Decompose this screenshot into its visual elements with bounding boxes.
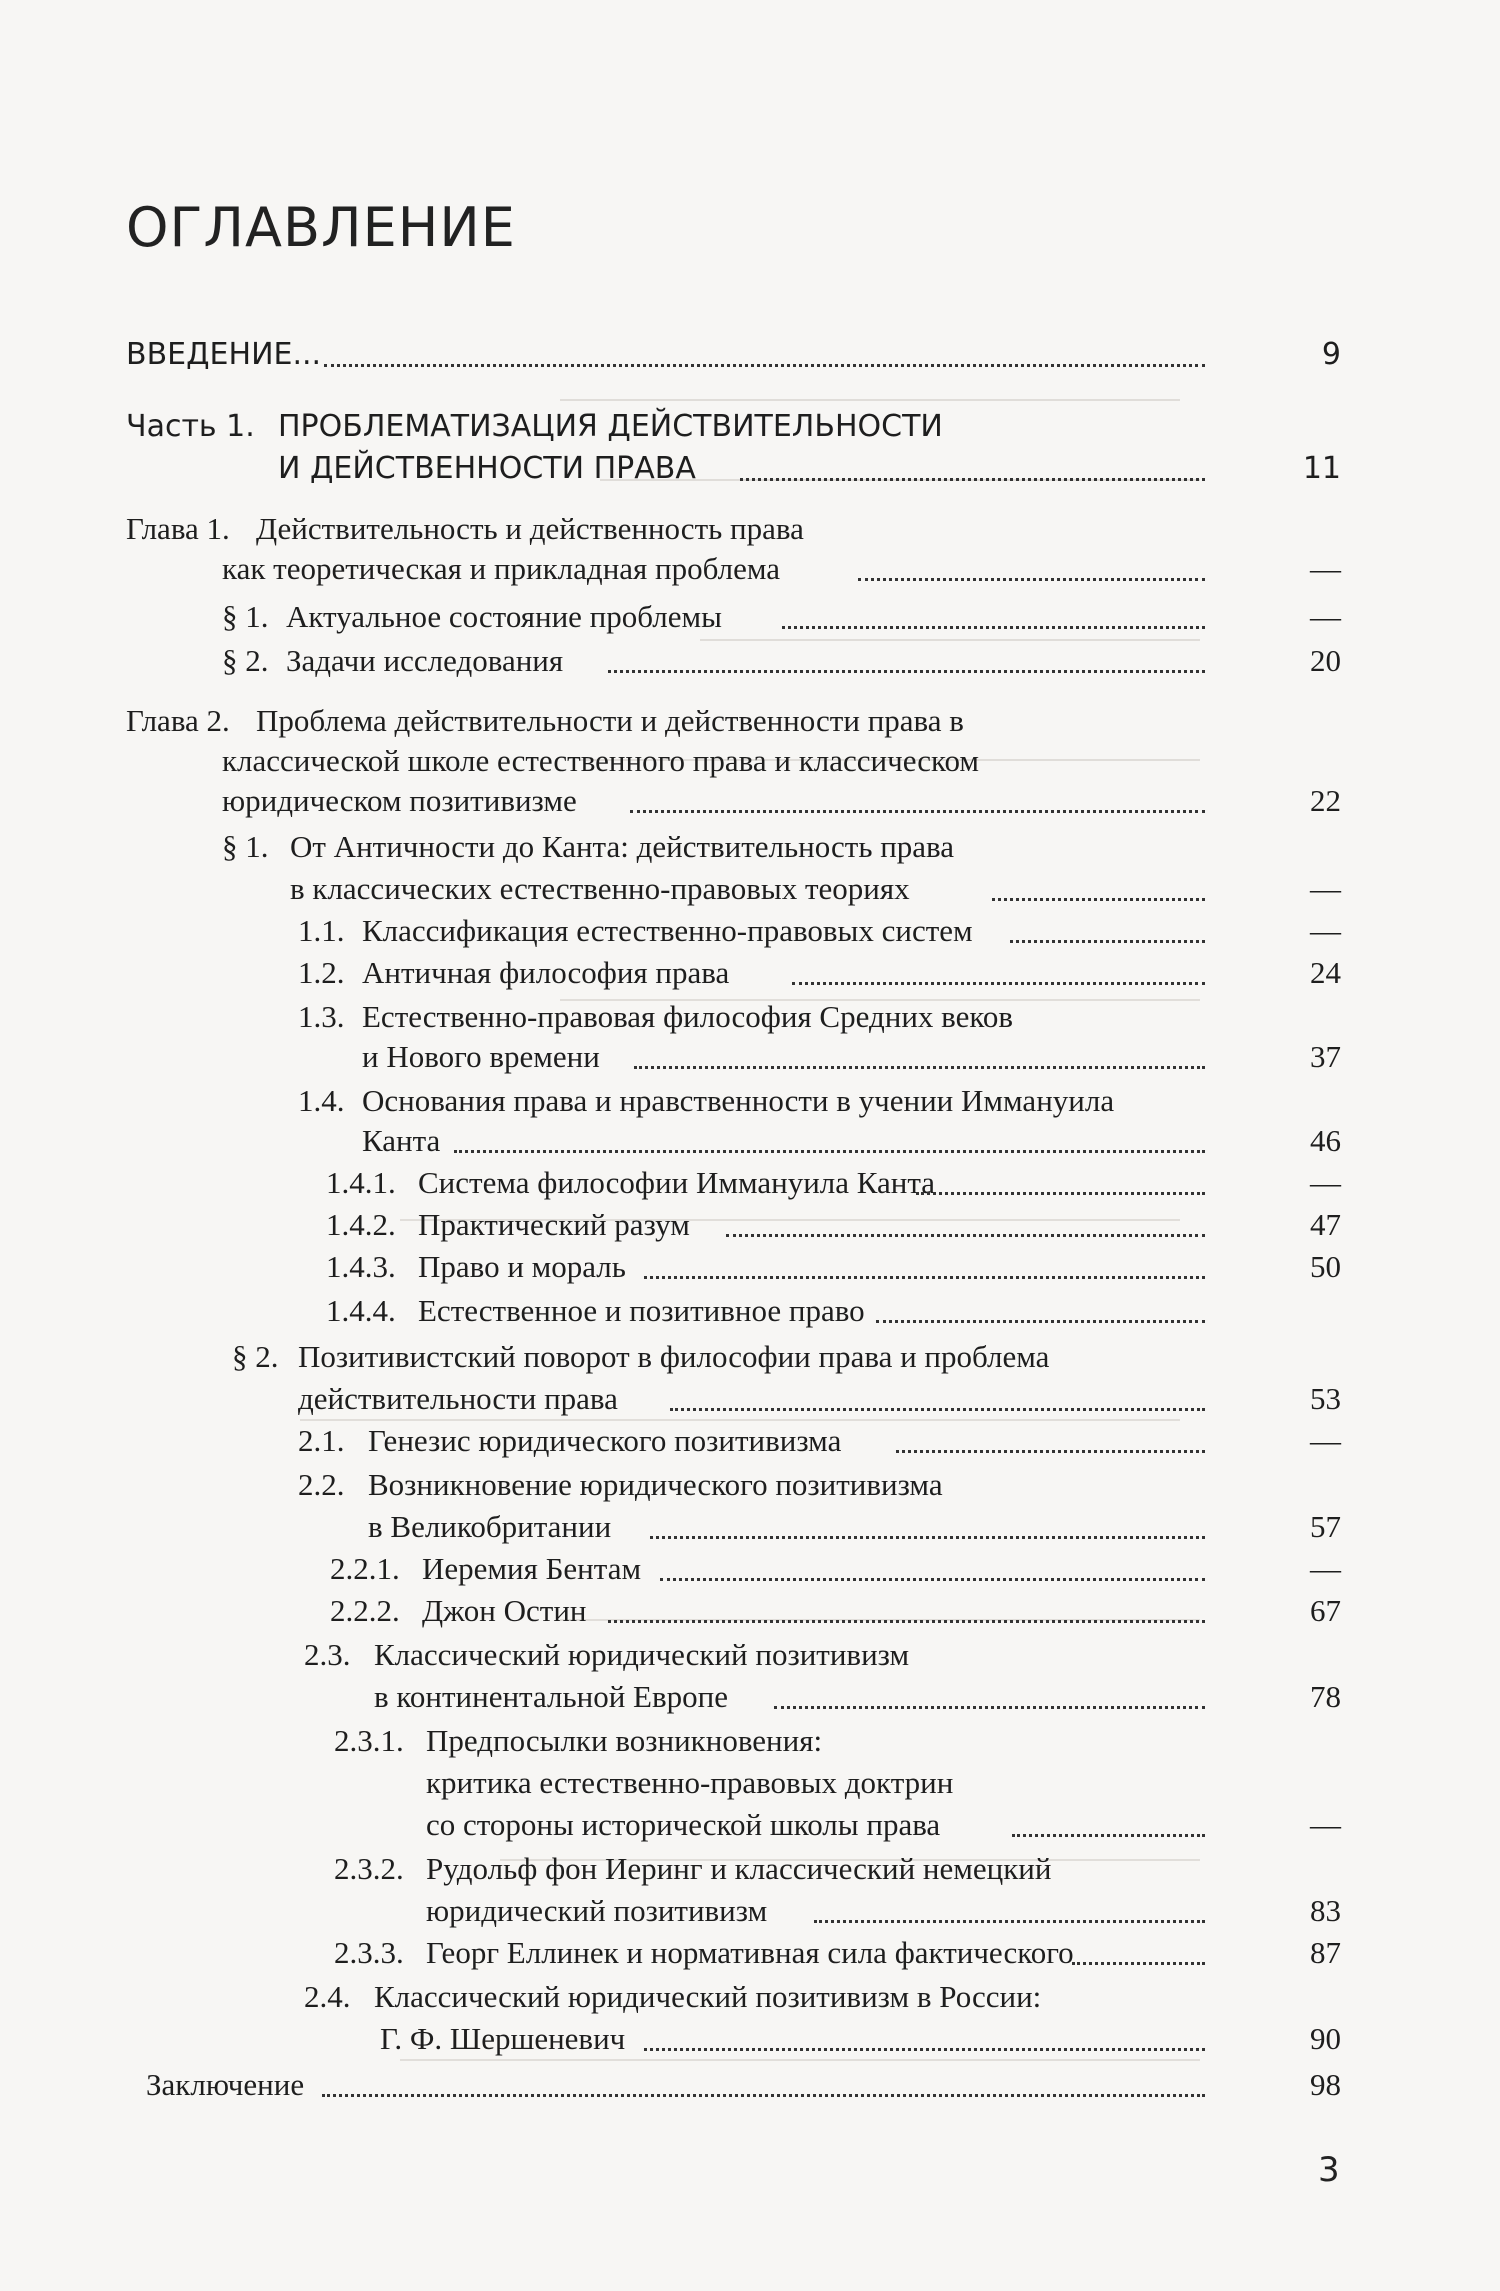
leader-dots [740,478,1205,481]
toc-entry-number: 2.2.1. [330,1551,400,1586]
toc-entry-number: 2.2.2. [330,1593,400,1628]
toc-page-number: 11 [1302,451,1341,486]
toc-entry-label: Практический разум [418,1207,690,1242]
toc-section-number: § 2. [232,1339,279,1374]
leader-dots [858,578,1205,581]
toc-page-number: 37 [1310,1039,1341,1074]
toc-entry-part-1[interactable] [278,448,1341,490]
toc-page-number: 57 [1310,1509,1341,1544]
toc-page-number: 78 [1310,1679,1341,1714]
toc-entry-1-1[interactable] [298,910,1341,952]
toc-entry-label: ВВЕДЕНИЕ... [126,337,322,372]
toc-entry-2-2-2[interactable] [330,1590,1341,1632]
toc-entry-number: 1.1. [298,913,345,948]
toc-page-number: — [1310,551,1341,586]
toc-entry-2-1[interactable] [298,1420,1341,1462]
toc-entry-label: Система философии Иммануила Канта [418,1165,936,1200]
toc-entry-1-3[interactable] [362,1036,1341,1078]
toc-entry-2-3-1[interactable] [426,1804,1341,1846]
toc-page-number: 87 [1310,1935,1341,1970]
toc-page-number: — [1310,599,1341,634]
toc-entry-ch1-sec1[interactable] [222,596,1341,638]
leader-dots [634,1066,1205,1069]
toc-entry-title: Возникновение юридического позитивизма [368,1467,943,1502]
toc-page-number: 22 [1310,783,1341,818]
toc-entry-number: 1.3. [298,999,345,1034]
toc-page-number: 20 [1310,643,1341,678]
leader-dots [774,1706,1205,1709]
toc-entry-1-4-2[interactable] [326,1204,1341,1246]
leader-dots [992,898,1205,901]
toc-entry-label: Актуальное состояние проблемы [286,599,722,634]
toc-entry-label: в Великобритании [368,1509,612,1544]
toc-page-number: 24 [1310,955,1341,990]
toc-page-number: — [1310,1807,1341,1842]
toc-entry-title: Классический юридический позитивизм [374,1637,910,1672]
toc-entry-1-4[interactable] [362,1120,1341,1162]
toc-entry-introduction[interactable] [126,334,1341,376]
toc-entry-number: 2.1. [298,1423,345,1458]
toc-title: ОГЛАВЛЕНИЕ [126,196,516,259]
toc-entry-number: 2.3.3. [334,1935,404,1970]
leader-dots [814,1920,1205,1923]
toc-entry-number: 1.4.3. [326,1249,396,1284]
toc-entry-label: Генезис юридического позитивизма [368,1423,842,1458]
toc-entry-number: 1.4.2. [326,1207,396,1242]
toc-part-title: ПРОБЛЕМАТИЗАЦИЯ ДЕЙСТВИТЕЛЬНОСТИ [278,409,943,444]
leader-dots [322,2094,1205,2097]
leader-dots [1012,1834,1205,1837]
toc-entry-1-4-3[interactable] [326,1246,1341,1288]
toc-page-number: 47 [1310,1207,1341,1242]
toc-entry-title: Предпосылки возникновения: [426,1723,823,1758]
toc-entry-label: со стороны исторической школы права [426,1807,941,1842]
toc-entry-1-4-1[interactable] [326,1162,1341,1204]
toc-entry-2-2[interactable] [368,1506,1341,1548]
toc-entry-title-line2: критика естественно-правовых доктрин [426,1765,954,1800]
toc-entry-label: Иеремия Бентам [422,1551,642,1586]
toc-entry-label: как теоретическая и прикладная проблема [222,551,781,586]
toc-entry-2-2-1[interactable] [330,1548,1341,1590]
toc-page-number: 50 [1310,1249,1341,1284]
toc-entry-label: Право и мораль [418,1249,626,1284]
toc-entry-title: Основания права и нравственности в учении Иммануила [362,1083,1115,1118]
toc-entry-number: 2.4. [304,1979,351,2014]
toc-entry-number: § 1. [222,599,269,634]
toc-page-number: 9 [1321,337,1341,372]
leader-dots [454,1150,1205,1153]
toc-entry-title: Естественно-правовая философия Средних веков [362,999,1013,1034]
toc-entry-number: 1.4. [298,1083,345,1118]
leader-dots [644,1276,1205,1279]
toc-entry-label: Античная философия права [362,955,730,990]
leader-dots [608,670,1205,673]
toc-entry-title: Классический юридический позитивизм в России: [374,1979,1042,2014]
toc-page-number: — [1310,871,1341,906]
toc-chapter-number: Глава 1. [126,511,230,546]
toc-entry-1-2[interactable] [298,952,1341,994]
toc-entry-ch2-sec2[interactable] [298,1378,1341,1420]
leader-dots [792,982,1205,985]
toc-chapter-number: Глава 2. [126,703,230,738]
toc-page-number: — [1310,1423,1341,1458]
toc-page-number: — [1310,1165,1341,1200]
leader-dots [896,1450,1205,1453]
toc-entry-chapter-2[interactable] [222,780,1341,822]
toc-entry-ch1-sec2[interactable] [222,640,1341,682]
toc-entry-number: 2.3. [304,1637,351,1672]
toc-entry-number: 2.3.2. [334,1851,404,1886]
toc-entry-number: 1.4.1. [326,1165,396,1200]
leader-dots [650,1536,1205,1539]
leader-dots [726,1234,1205,1237]
toc-entry-label: и Нового времени [362,1039,600,1074]
leader-dots [782,626,1205,629]
leader-dots [644,2048,1205,2051]
toc-entry-label: И ДЕЙСТВЕННОСТИ ПРАВА [278,451,696,486]
leader-dots [916,1192,1205,1195]
toc-page-number: 83 [1310,1893,1341,1928]
toc-section-number: § 1. [222,829,269,864]
toc-entry-label: Классификация естественно-правовых систем [362,913,973,948]
toc-entry-label: Георг Еллинек и нормативная сила фактического [426,1935,1074,1970]
toc-page-number: — [1310,1551,1341,1586]
leader-dots [876,1320,1205,1323]
toc-entry-number: 2.3.1. [334,1723,404,1758]
toc-entry-chapter-1[interactable] [222,548,1341,590]
toc-entry-title: Рудольф фон Иеринг и классический немецкий [426,1851,1052,1886]
toc-page-number: 67 [1310,1593,1341,1628]
leader-dots [1010,940,1205,943]
leader-dots [1072,1962,1205,1965]
toc-section-title: Позитивистский поворот в философии права и проблема [298,1339,1050,1374]
toc-entry-label: Заключение [146,2067,305,2102]
toc-entry-label: Г. Ф. Шершеневич [380,2021,626,2056]
toc-page-number: 90 [1310,2021,1341,2056]
toc-entry-number: 1.4.4. [326,1293,396,1328]
toc-chapter-title: Проблема действительности и действенности права в [256,703,964,738]
leader-dots [608,1620,1205,1623]
page-folio-number: 3 [1318,2150,1340,2190]
toc-entry-2-3[interactable] [374,1676,1341,1718]
toc-entry-ch2-sec1[interactable] [290,868,1341,910]
toc-entry-1-4-4[interactable] [326,1290,1341,1332]
toc-page-number: 53 [1310,1381,1341,1416]
toc-section-title: От Античности до Канта: действительность права [290,829,955,864]
toc-entry-label: действительности права [298,1381,618,1416]
toc-entry-2-3-2[interactable] [426,1890,1341,1932]
toc-chapter-title-line2: классической школе естественного права и классическом [222,743,980,778]
toc-entry-label: юридическом позитивизме [222,783,577,818]
toc-page-number: 46 [1310,1123,1341,1158]
toc-page-number: 98 [1310,2067,1341,2102]
toc-page-number: — [1310,913,1341,948]
toc-entry-number: 2.2. [298,1467,345,1502]
leader-dots [324,364,1205,367]
toc-entry-label: Джон Остин [422,1593,587,1628]
leader-dots [660,1578,1205,1581]
toc-entry-label: юридический позитивизм [426,1893,768,1928]
toc-entry-label: Задачи исследования [286,643,564,678]
toc-entry-2-3-3[interactable] [334,1932,1341,1974]
toc-part-number: Часть 1. [126,409,255,444]
leader-dots [630,810,1205,813]
toc-entry-number: § 2. [222,643,269,678]
toc-entry-label: в континентальной Европе [374,1679,728,1714]
toc-entry-label: Естественное и позитивное право [418,1293,865,1328]
toc-entry-number: 1.2. [298,955,345,990]
toc-entry-label: в классических естественно-правовых теориях [290,871,910,906]
toc-entry-label: Канта [362,1123,441,1158]
toc-entry-conclusion[interactable] [146,2064,1341,2106]
toc-entry-2-4[interactable] [380,2018,1341,2060]
leader-dots [670,1408,1205,1411]
toc-chapter-title: Действительность и действенность права [256,511,804,546]
